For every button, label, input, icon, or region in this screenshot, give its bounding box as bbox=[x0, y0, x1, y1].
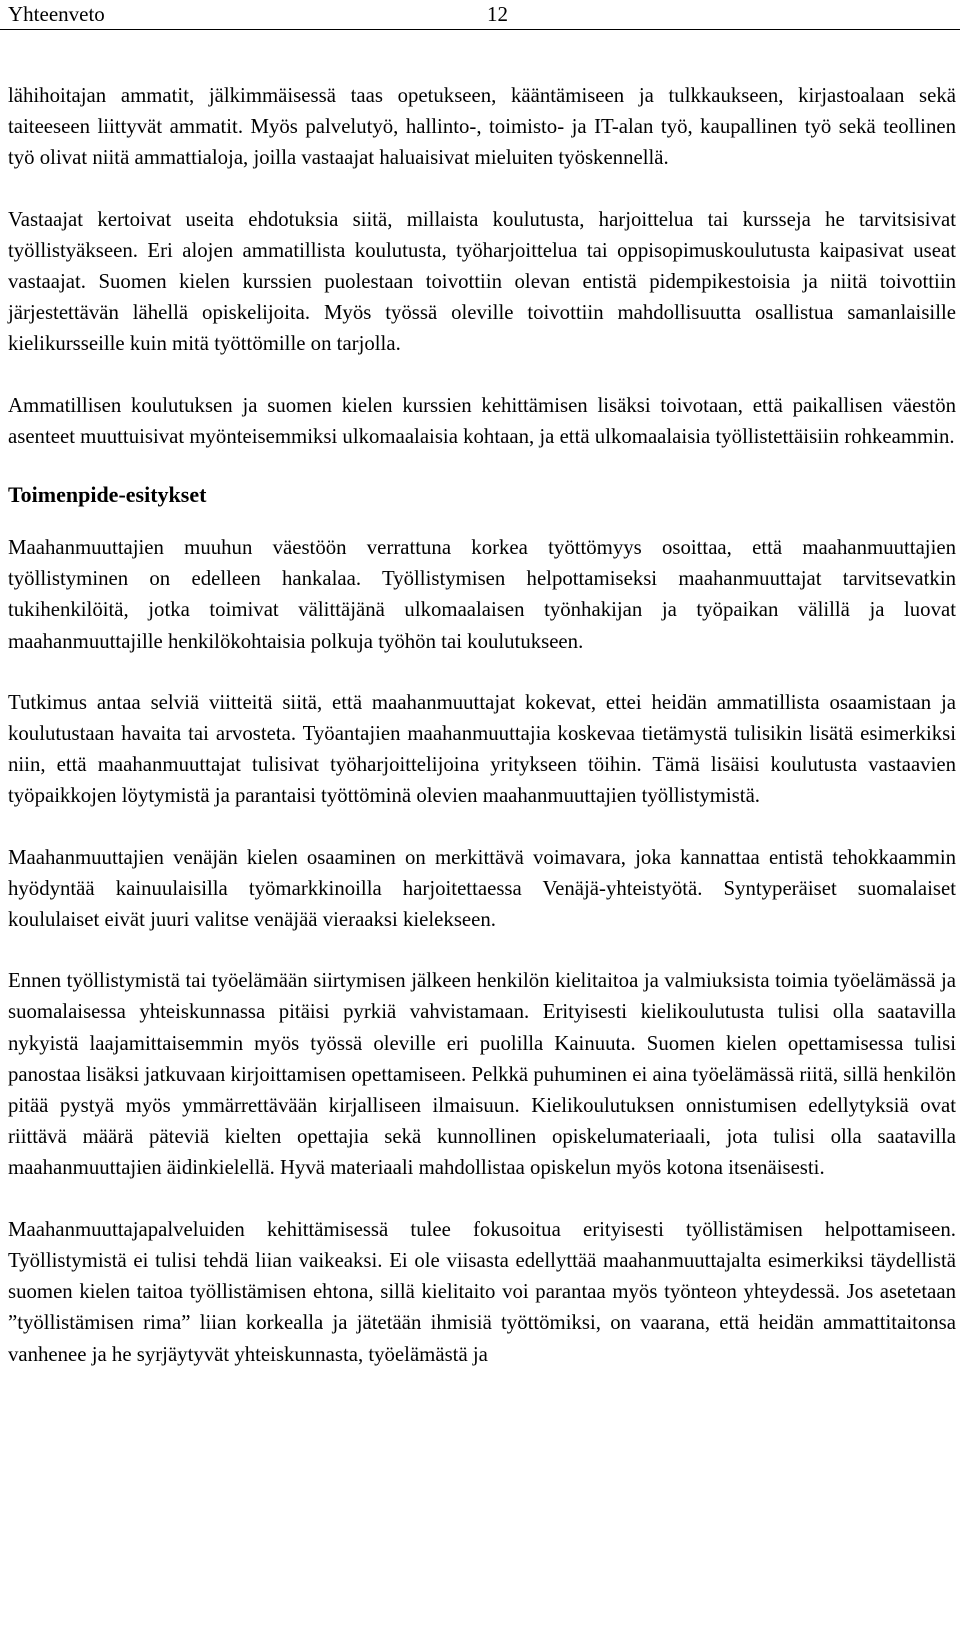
paragraph: Tutkimus antaa selviä viitteitä siitä, että maahanmuuttajat kokevat, ettei heidän ammatillista osaamistaan ja koulutustaan havaita tai arvosteta. Työantajien maahanmuuttajia koskevaa tietämystä tulisikin lisätä esimerkiksi niin, että maahanmuuttajat tulisivat työharjoittelijoina yritykseen töihin. Tämä lisäisi koulutusta vastaavien työpaikkojen löytymistä ja parantaisi työttöminä olevien maahanmuuttajien työllistymistä. bbox=[8, 690, 956, 808]
paragraph: Maahanmuuttajien venäjän kielen osaaminen on merkittävä voimavara, joka kannattaa entistä tehokkaammin hyödyntää kainuulaisilla työmarkkinoilla harjoitettaessa Venäjä-yhteistyötä. Syntyperäiset suomalaiset koululaiset eivät juuri valitse venäjää vieraaksi kielekseen. bbox=[8, 845, 956, 932]
running-header bbox=[0, 0, 960, 30]
paragraph: Ammatillisen koulutuksen ja suomen kielen kurssien kehittämisen lisäksi toivotaan, että paikallisen väestön asenteet muuttuisivat myönteisemmiksi ulkomaalaisia kohtaan, ja että ulkomaalaisia työllistettäisiin rohkeammin. bbox=[8, 393, 956, 448]
body-text bbox=[8, 80, 956, 1400]
paragraph: Ennen työllistymistä tai työelämään siirtymisen jälkeen henkilön kielitaitoa ja valmiuksista toimia työelämässä ja suomalaisessa yhteiskunnassa pitäisi pyrkiä vahvistamaan. Erityisesti kielikoulutusta tulisi olla saatavilla nykyistä laajamittaisemmin myös työssä oleville eri puolilla Kainuuta. Suomen kielen opettamisessa tulisi panostaa lisäksi jatkuvaan kirjoittamisen opettamiseen. Pelkkä puhuminen ei aina työelämässä riitä, sillä henkilön pitää pystyä myös ymmärrettävään kirjalliseen ilmaisuun. Kielikoulutuksen onnistumisen edellytyksiä ovat riittävä määrä päteviä kielten opettajia sekä kunnollinen opiskelumateriaali, jota tulisi olla saatavilla maahanmuuttajien äidinkielellä. Hyvä materiaali mahdollistaa opiskelun myös kotona itsenäisesti. bbox=[8, 969, 956, 1180]
paragraph: Maahanmuuttajapalveluiden kehittämisessä tulee fokusoitua erityisesti työllistämisen helpottamiseen. Työllistymistä ei tulisi tehdä liian vaikeaksi. Ei ole viisasta edellyttää maahanmuuttajalta esimerkiksi täydellistä suomen kielen taitoa työllistämisen ehtona, sillä kielitaito voi parantaa myös työnteon yhteydessä. Jos asetetaan ”työllistämisen rima” liian korkealla ja jätetään ihmisiä työttömiksi, on vaarana, että heidän ammattitaitonsa vanhenee ja he syrjäytyvät yhteiskunnasta, työelämästä ja bbox=[8, 1217, 956, 1366]
paragraph: Maahanmuuttajien muuhun väestöön verrattuna korkea työttömyys osoittaa, että maahanmuuttajien työllistyminen on edelleen hankalaa. Työllistymisen helpottamiseksi maahanmuuttajat tarvitsevatkin tukihenkilöitä, jotka toimivat välittäjänä ulkomaalaisen työnhakijan ja työpaikan välillä ja luovat maahanmuuttajille henkilökohtaisia polkuja työhön tai koulutukseen. bbox=[8, 536, 956, 653]
page-number: 12 bbox=[487, 2, 508, 26]
header-title: Yhteenveto bbox=[8, 2, 105, 26]
paragraph: lähihoitajan ammatit, jälkimmäisessä taas opetukseen, kääntämiseen ja tulkkaukseen, kirjastoalaan sekä taiteeseen liittyvät ammatit. Myös palvelutyö, hallinto-, toimisto- ja IT-alan työ, kaupallinen työ sekä teollinen työ olivat niitä ammattialoja, joilla vastaajat haluaisivat mieluiten työskennellä. bbox=[8, 84, 956, 170]
section-heading: Toimenpide-esitykset bbox=[8, 482, 207, 508]
paragraph: Vastaajat kertoivat useita ehdotuksia siitä, millaista koulutusta, harjoittelua tai kursseja he tarvitsisivat työllistyäkseen. Eri alojen ammatillista koulutusta, työharjoittelua tai oppisopimuskoulutusta kaipasivat useat vastaajat. Suomen kielen kurssien puolestaan toivottiin olevan entistä pidempikestoisia ja niitä toivottiin järjestettävän lähellä opiskelijoita. Myös työssä oleville toivottiin mahdollisuutta osallistua samanlaisille kielikursseille kuin mitä työttömille on tarjolla. bbox=[8, 207, 956, 356]
